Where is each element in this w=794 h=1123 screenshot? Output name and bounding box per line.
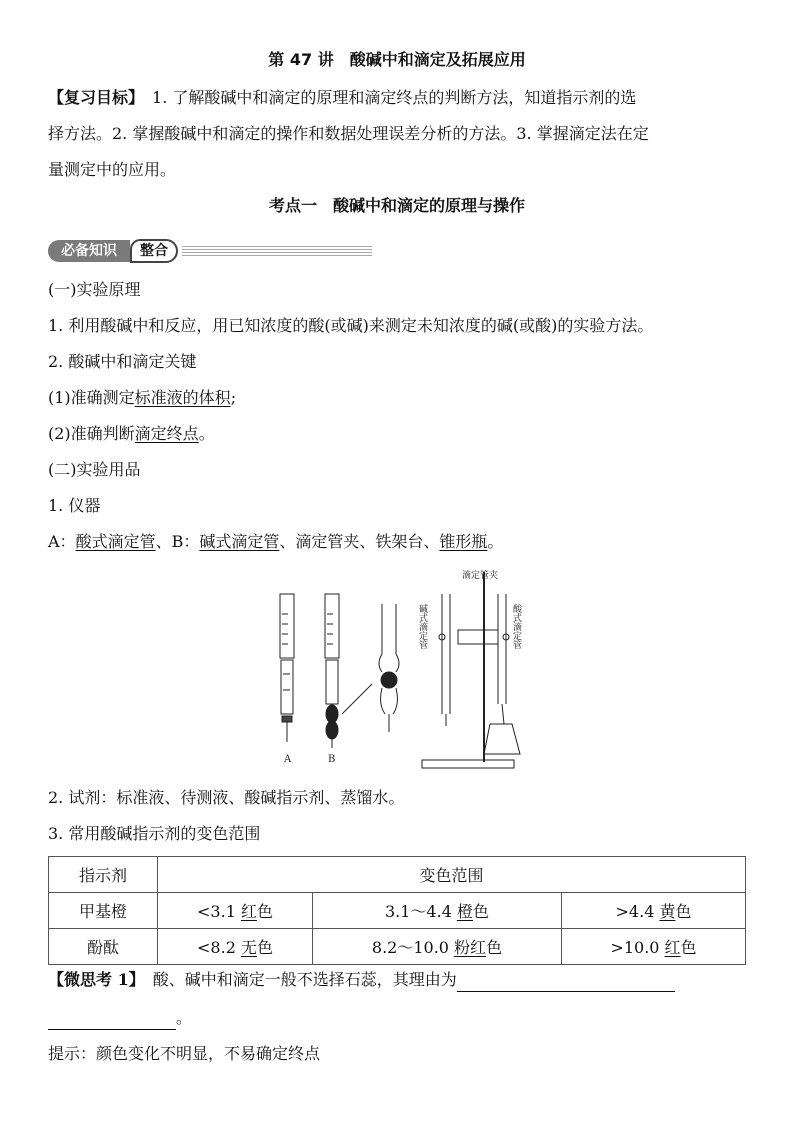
badge-integration: 整合 (130, 239, 178, 263)
table-row (49, 893, 746, 929)
instruments-list (48, 530, 503, 554)
think-end: 。 (176, 1008, 193, 1027)
instruments-heading: 1. 仪器 (48, 496, 101, 515)
reagents-line: 2. 试剂：标准液、待测液、酸碱指示剂、蒸馏水。 (48, 788, 405, 807)
principle-heading: (一)实验原理 (48, 280, 141, 299)
instrument-a-prefix: A： (48, 532, 76, 551)
header-indicator: 指示剂 (49, 857, 158, 893)
range-high: >10.0 红色 (562, 929, 746, 965)
hint-line: 提示：颜色变化不明显，不易确定终点 (48, 1044, 321, 1063)
badge-decoration-lines (182, 246, 372, 256)
instrument-c-answer: 锥形瓶 (439, 532, 488, 551)
answer-blank-continued[interactable] (48, 1011, 176, 1030)
lesson-title: 第 47 讲 酸碱中和滴定及拓展应用 (268, 50, 526, 69)
instrument-a-answer: 酸式滴定管 (75, 532, 156, 551)
think-tag: 【微思考 1】 (48, 970, 137, 989)
range-mid: 8.2～10.0 粉红色 (313, 929, 562, 965)
pinch-valve-detail (379, 604, 399, 732)
principle-2: 2. 酸碱中和滴定关键 (48, 352, 197, 371)
key-point-1 (48, 386, 236, 410)
key-point-1-answer: 标准液的体积 (134, 388, 231, 407)
instrument-end: 。 (487, 532, 504, 551)
range-low: <8.2 无色 (158, 929, 313, 965)
review-objectives-line-1 (48, 86, 636, 110)
range-high: >4.4 黄色 (562, 893, 746, 929)
figure-label-acid-burette: 酸式滴定管 (511, 604, 521, 649)
burette-illustration (272, 564, 522, 776)
review-objectives-text-1: 1. 了解酸碱中和滴定的原理和滴定终点的判断方法，知道指示剂的选 (136, 88, 637, 107)
iron-stand-drawing (422, 572, 520, 768)
range-low: <3.1 红色 (158, 893, 313, 929)
indicator-name: 甲基橙 (49, 893, 158, 929)
review-objectives-tag: 【复习目标】 (48, 88, 137, 107)
range-mid: 3.1～4.4 橙色 (313, 893, 562, 929)
knowledge-badge (48, 240, 378, 262)
supplies-heading: (二)实验用品 (48, 460, 141, 479)
instrument-b-answer: 碱式滴定管 (199, 532, 280, 551)
key-point-2 (48, 422, 215, 446)
think-question: 酸、碱中和滴定一般不选择石蕊，其理由为 (136, 970, 457, 989)
indicator-heading: 3. 常用酸碱指示剂的变色范围 (48, 824, 261, 843)
key-point-1-suffix: ; (230, 388, 237, 407)
answer-blank[interactable] (457, 973, 675, 992)
acid-burette-drawing (280, 594, 294, 742)
instrument-middle: 、滴定管夹、铁架台、 (279, 532, 440, 551)
section-title: 考点一 酸碱中和滴定的原理与操作 (268, 196, 525, 215)
indicator-name: 酚酞 (49, 929, 158, 965)
table-row (49, 929, 746, 965)
badge-essential-knowledge: 必备知识 (48, 240, 130, 262)
key-point-2-suffix: 。 (198, 424, 215, 443)
figure-label-a: A (284, 754, 292, 765)
indicator-table (48, 856, 746, 965)
base-burette-drawing (325, 594, 372, 748)
key-point-1-prefix: (1)准确测定 (48, 388, 135, 407)
figure-label-b: B (328, 754, 336, 765)
figure-label-clamp: 滴定管夹 (462, 571, 499, 581)
review-objectives-line-2: 择方法。2. 掌握酸碱中和滴定的操作和数据处理误差分析的方法。3. 掌握滴定法在定 (48, 124, 649, 143)
key-point-2-prefix: (2)准确判断 (48, 424, 135, 443)
review-objectives-line-3: 量测定中的应用。 (48, 160, 177, 179)
figure-label-base-burette: 碱式滴定管 (417, 604, 427, 649)
principle-1: 1. 利用酸碱中和反应，用已知浓度的酸(或碱)来测定未知浓度的碱(或酸)的实验方法。 (48, 316, 654, 335)
header-range: 变色范围 (158, 857, 746, 893)
table-header-row (49, 857, 746, 893)
instrument-b-prefix: 、B： (155, 532, 200, 551)
think-question-line-2 (48, 1006, 192, 1030)
key-point-2-answer: 滴定终点 (134, 424, 199, 443)
think-question-line (48, 968, 675, 992)
